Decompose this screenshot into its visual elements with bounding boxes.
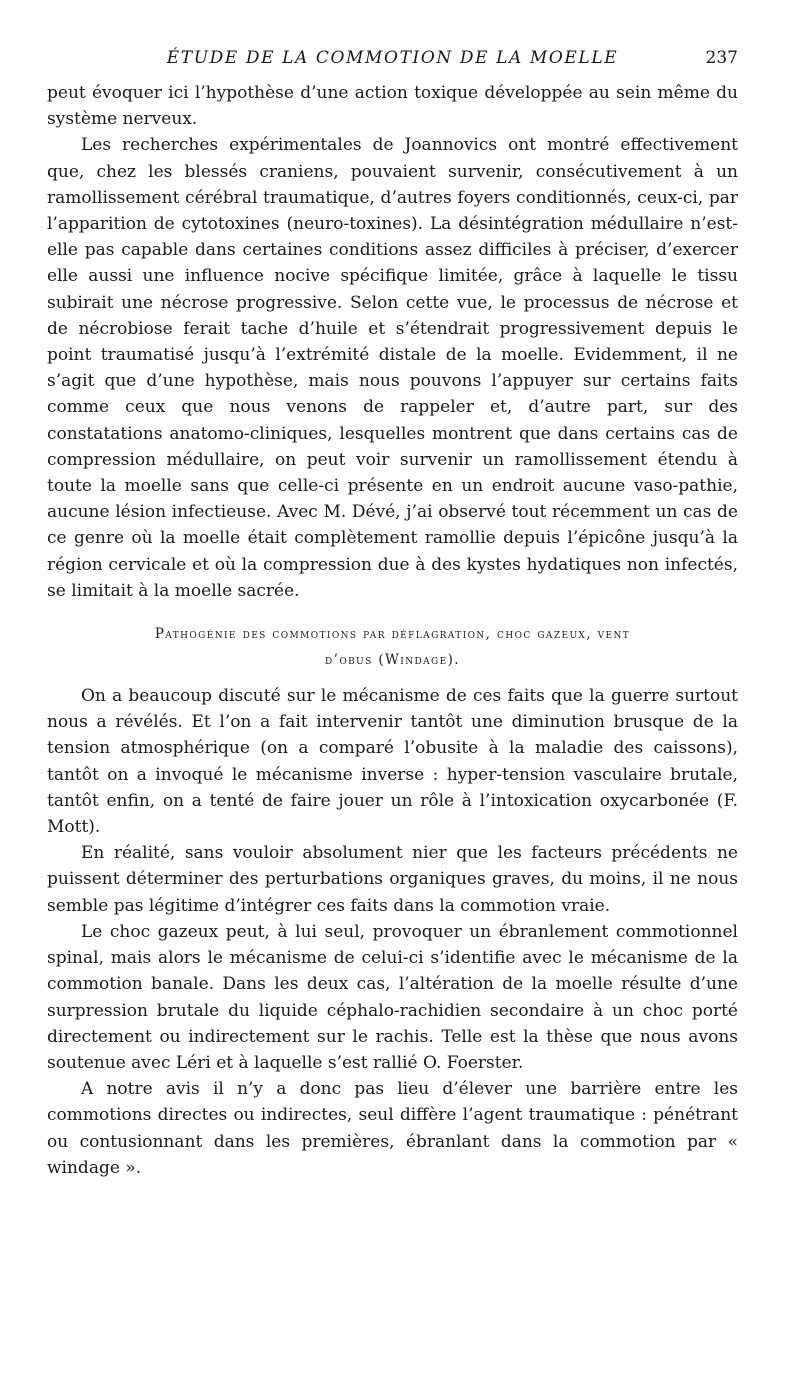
document-page [47, 48, 738, 1181]
paragraph-reality: En réalité, sans vouloir absolument nier que les facteurs précédents ne puissent déterminer des perturbations organiques graves, du moins, il ne nous semble pas légitime d’intégrer ces faits dans la commotion vraie. [47, 843, 738, 916]
section-heading [47, 621, 738, 673]
paragraph-joannovics: Les recherches expérimentales de Joannovics ont montré effectivement que, chez les blessés craniens, pouvaient survenir, consécutivement à un ramollissement cérébral traumatique, d’autres foyers conditionnés, ceux-ci, par l’apparition de cytotoxines (neuro-toxines). La désintégration médullaire n’est-elle pas capable dans certaines conditions assez difficiles à préciser, d’exercer elle aussi une influence nocive spécifique limitée, grâce à laquelle le tissu subirait une nécrose progressive. Selon cette vue, le processus de nécrose et de nécrobiose ferait tache d’huile et s’étendrait progressivement depuis le point traumatisé jusqu’à l’extrémité distale de la moelle. Evidemment, il ne s’agit que d’une hypothèse, mais nous pouvons l’appuyer sur certains faits comme ceux que nous venons de rappeler et, d’autre part, sur des constatations anatomo-cliniques, lesquelles montrent que dans certains cas de compression médullaire, on peut voir survenir un ramollissement étendu à toute la moelle sans que celle-ci présente en un endroit aucune vaso-pathie, aucune lésion infectieuse. Avec M. Dévé, j’ai observé tout récemment un cas de ce genre où la moelle était complètement ramollie depuis l’épicône jusqu’à la région cervicale et où la compression due à des kystes hydatiques non infectés, se limitait à la moelle sacrée. [47, 135, 738, 601]
running-head [47, 48, 738, 74]
paragraph-continuation: peut évoquer ici l’hypothèse d’une action toxique développée au sein même du système nerveux. [47, 83, 738, 130]
paragraph-mechanism: On a beaucoup discuté sur le mécanisme de ces faits que la guerre surtout nous a révélés. Et l’on a fait intervenir tantôt une diminution brusque de la tension atmosphérique (on a comparé l’obusite à la maladie des caissons), tantôt on a invoqué le mécanisme inverse : hyper-tension vasculaire brutale, tantôt enfin, on a tenté de faire jouer un rôle à l’intoxication oxycarbonée (F. Mott). [47, 686, 738, 838]
running-head-title: ÉTUDE DE LA COMMOTION DE LA MOELLE [166, 48, 619, 68]
section-heading-line-1: Pathogénie des commotions par déflagration, choc gazeux, vent [154, 626, 631, 643]
paragraph-gas-shock: Le choc gazeux peut, à lui seul, provoquer un ébranlement commotionnel spinal, mais alors le mécanisme de celui-ci s’identifie avec le mécanisme de la commotion banale. Dans les deux cas, l’altération de la moelle résulte d’une surpression brutale du liquide céphalo-rachidien secondaire à un choc porté directement ou indirectement sur le rachis. Telle est la thèse que nous avons soutenue avec Léri et à laquelle s’est rallié O. Foerster. [47, 921, 738, 1073]
section-heading-line-2: d’obus (Windage). [325, 652, 460, 669]
page-number: 237 [705, 48, 738, 68]
paragraph-conclusion: A notre avis il n’y a donc pas lieu d’élever une barrière entre les commotions directes ou indirectes, seul diffère l’agent traumatique : pénétrant ou contusionnant dans les premières, ébranlant dans la commotion par « windage ». [47, 1079, 738, 1178]
